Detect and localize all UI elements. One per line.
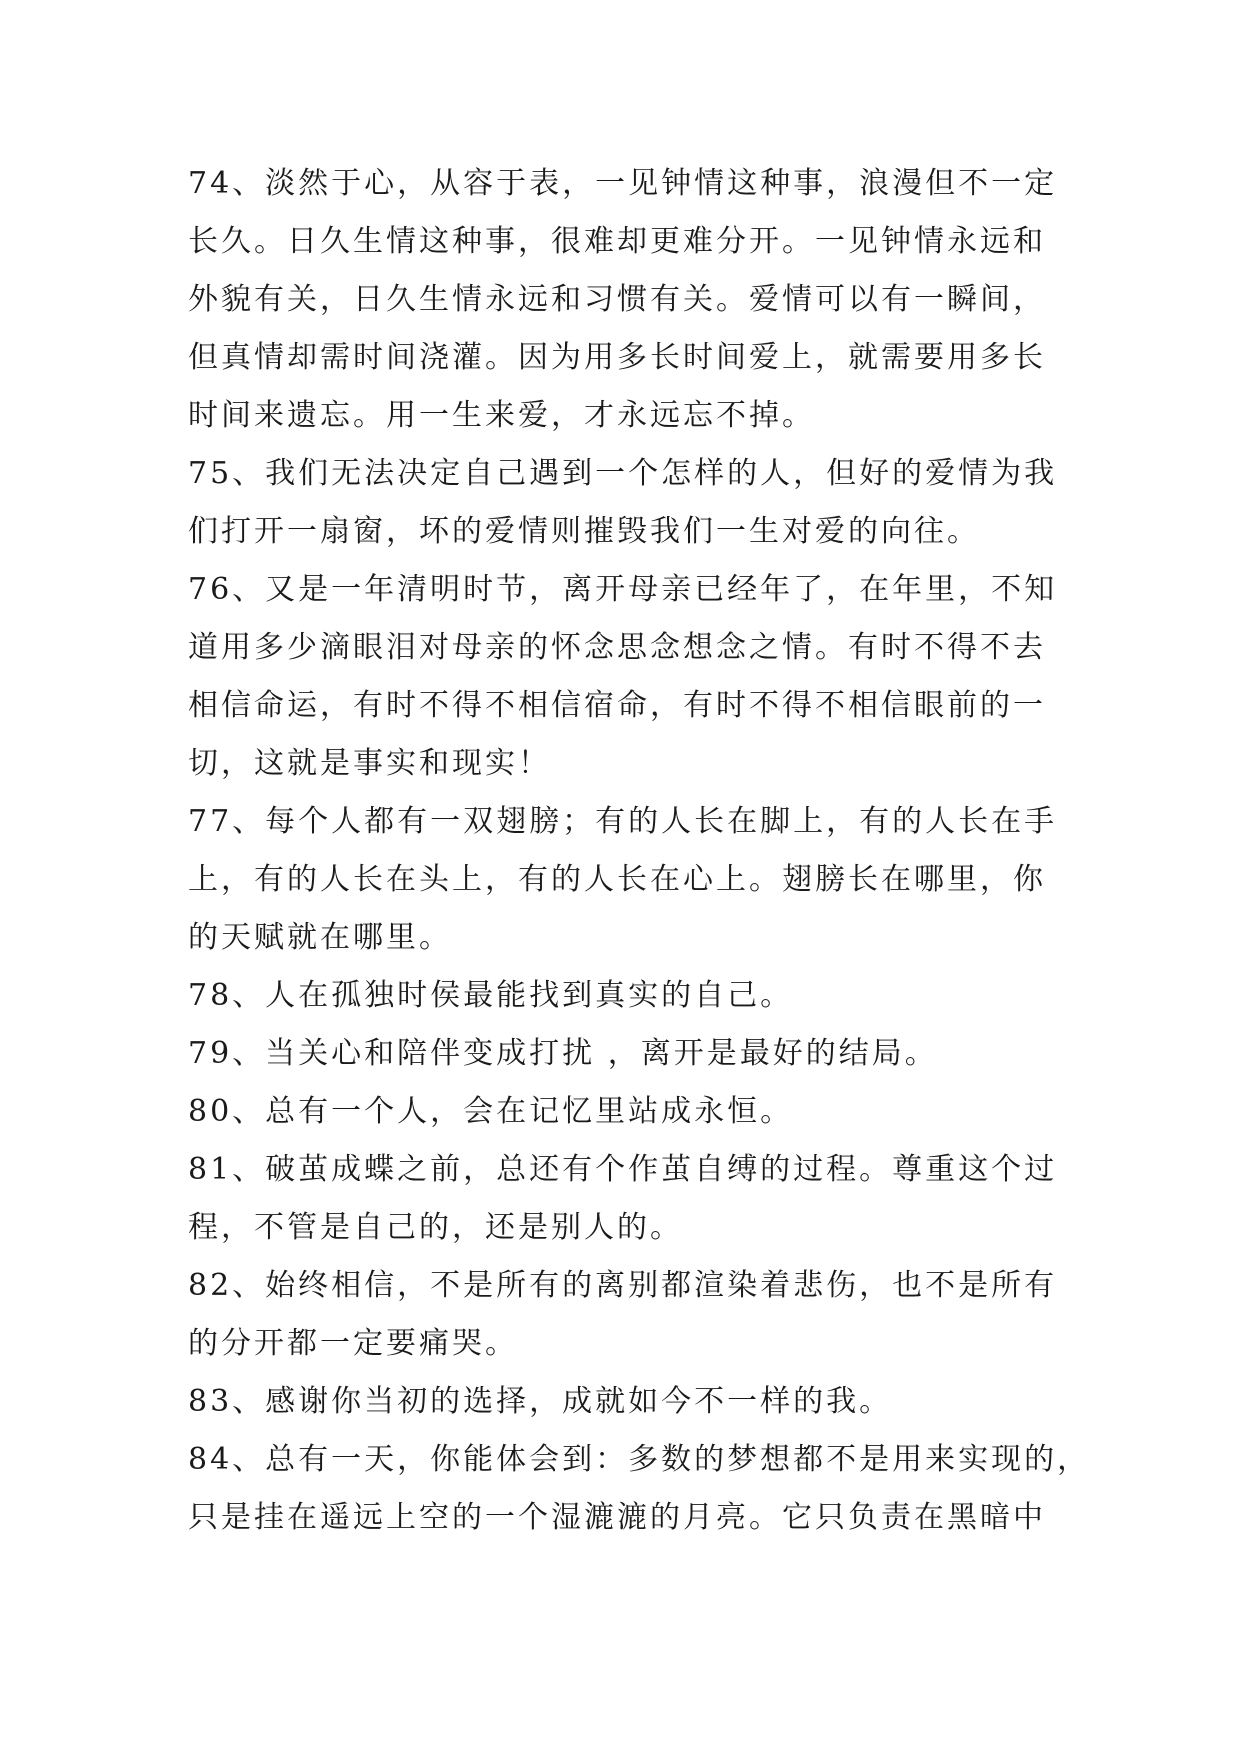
body-text <box>188 155 1091 1547</box>
text-line: 81、破茧成蝶之前，总还有个作茧自缚的过程。尊重这个过 <box>188 1152 1058 1187</box>
text-line: 79、当关心和陪伴变成打扰 ，离开是最好的结局。 <box>188 1036 938 1071</box>
text-line: 道用多少滴眼泪对母亲的怀念思念想念之情。有时不得不去 <box>188 630 1046 665</box>
text-line: 外貌有关，日久生情永远和习惯有关。爱情可以有一瞬间， <box>188 282 1046 317</box>
text-line: 程，不管是自己的，还是别人的。 <box>188 1210 683 1245</box>
text-line: 的天赋就在哪里。 <box>188 920 452 955</box>
text-line: 上，有的人长在头上，有的人长在心上。翅膀长在哪里，你 <box>188 862 1046 897</box>
text-line: 们打开一扇窗，坏的爱情则摧毁我们一生对爱的向往。 <box>188 514 980 549</box>
text-line: 82、始终相信，不是所有的离别都渲染着悲伤，也不是所有 <box>188 1268 1058 1303</box>
text-line: 80、总有一个人，会在记忆里站成永恒。 <box>188 1094 794 1129</box>
text-line: 83、感谢你当初的选择，成就如今不一样的我。 <box>188 1384 893 1419</box>
text-line: 76、又是一年清明时节，离开母亲已经年了，在年里，不知 <box>188 572 1058 607</box>
text-line: 长久。日久生情这种事，很难却更难分开。一见钟情永远和 <box>188 224 1046 259</box>
text-line: 时间来遗忘。用一生来爱，才永远忘不掉。 <box>188 398 815 433</box>
text-line: 84、总有一天，你能体会到：多数的梦想都不是用来实现的， <box>188 1442 1091 1477</box>
text-line: 但真情却需时间浇灌。因为用多长时间爱上，就需要用多长 <box>188 340 1046 375</box>
text-line: 只是挂在遥远上空的一个湿漉漉的月亮。它只负责在黑暗中 <box>188 1500 1046 1535</box>
text-line: 75、我们无法决定自己遇到一个怎样的人，但好的爱情为我 <box>188 456 1058 491</box>
text-line: 的分开都一定要痛哭。 <box>188 1326 518 1361</box>
text-line: 相信命运，有时不得不相信宿命，有时不得不相信眼前的一 <box>188 688 1046 723</box>
text-line: 切，这就是事实和现实！ <box>188 746 551 781</box>
text-line: 78、人在孤独时侯最能找到真实的自己。 <box>188 978 794 1013</box>
text-line: 77、每个人都有一双翅膀；有的人长在脚上，有的人长在手 <box>188 804 1058 839</box>
text-line: 74、淡然于心，从容于表，一见钟情这种事，浪漫但不一定 <box>188 166 1058 201</box>
